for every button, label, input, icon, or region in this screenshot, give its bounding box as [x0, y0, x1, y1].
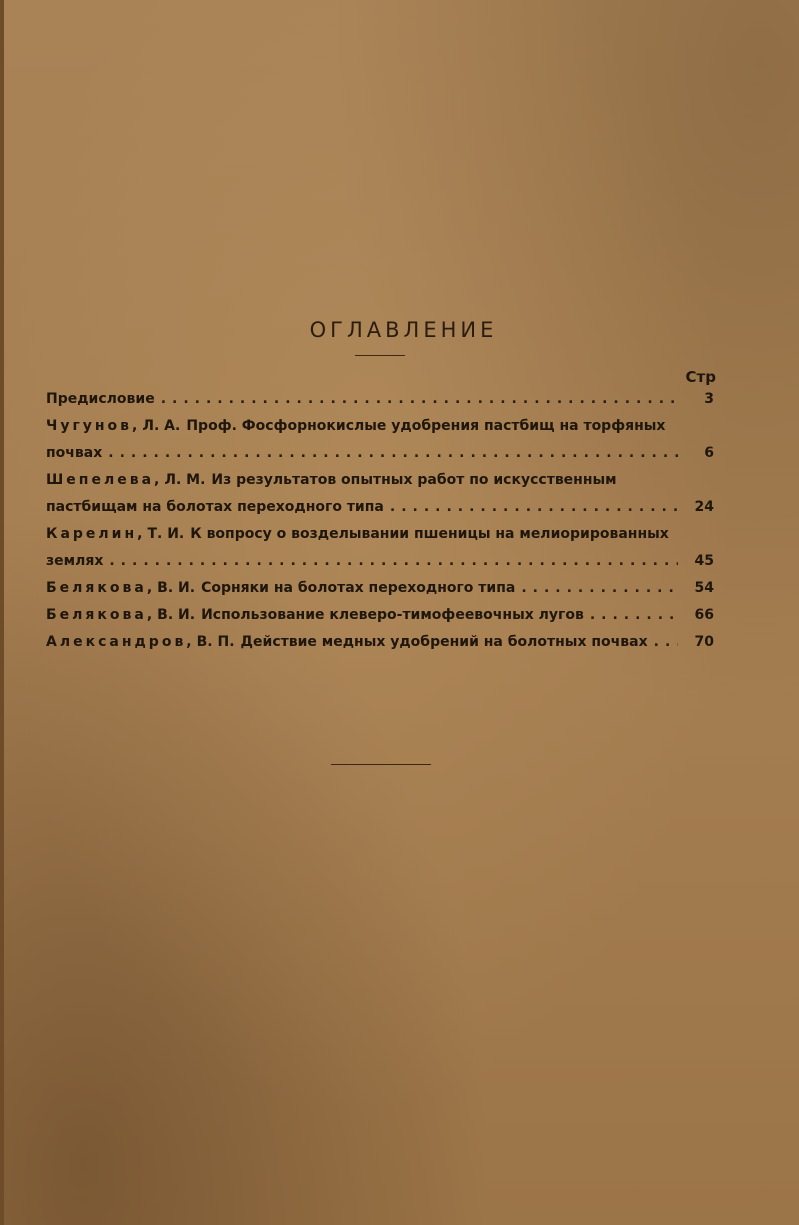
- dot-leader: [109, 548, 678, 575]
- entry-initials: Л. М.: [164, 472, 206, 488]
- toc-line: [46, 413, 714, 440]
- entry-page: 6: [704, 445, 714, 461]
- entry-author: Карелин,: [46, 526, 146, 542]
- dot-leader: [521, 575, 678, 602]
- toc-line: [46, 602, 714, 629]
- dot-leader: [108, 440, 678, 467]
- entry-author: Белякова,: [46, 580, 156, 596]
- entry-author: Чугунов,: [46, 418, 141, 434]
- entry-title-continued: пастбищам на болотах переходного типа: [46, 499, 384, 515]
- entry-title: Сорняки на болотах переходного типа: [201, 580, 516, 596]
- page-title: ОГЛАВЛЕНИЕ: [309, 318, 498, 342]
- toc-line: [46, 467, 714, 494]
- entry-initials: В. И.: [157, 607, 196, 623]
- entry-page: 24: [694, 499, 714, 515]
- entry-author: Белякова,: [46, 607, 156, 623]
- toc-entry: [46, 386, 714, 413]
- toc-line: [46, 440, 714, 467]
- dot-leader: [654, 629, 678, 656]
- entry-title-continued: землях: [46, 553, 104, 569]
- entry-initials: Т. И.: [147, 526, 185, 542]
- entry-author: Шепелева,: [46, 472, 163, 488]
- toc-line: [46, 521, 714, 548]
- entry-title: Использование клеверо-тимофеевочных лугов: [201, 607, 584, 623]
- table-of-contents: [46, 386, 714, 656]
- toc-line: [46, 575, 714, 602]
- toc-entry: [46, 575, 714, 602]
- toc-line: [46, 629, 714, 656]
- entry-page: 66: [694, 607, 714, 623]
- toc-line: [46, 548, 714, 575]
- entry-page: 3: [704, 391, 714, 407]
- entry-title-continued: почвах: [46, 445, 103, 461]
- toc-entry: [46, 413, 714, 467]
- entry-title: Действие медных удобрений на болотных почвах: [240, 634, 648, 650]
- toc-line: [46, 494, 714, 521]
- toc-entry: [46, 467, 714, 521]
- toc-line: [46, 386, 714, 413]
- title-underline: [355, 355, 405, 356]
- closing-rule: [331, 764, 431, 765]
- entry-initials: В. П.: [196, 634, 235, 650]
- entry-author: Александров,: [46, 634, 195, 650]
- entry-title: Из результатов опытных работ по искусственным: [211, 472, 617, 488]
- dot-leader: [390, 494, 678, 521]
- page-column-label: Стр: [685, 368, 716, 386]
- dot-leader: [161, 386, 678, 413]
- entry-title: К вопросу о возделывании пшеницы на мелиорированных: [190, 526, 669, 542]
- entry-title: Проф. Фосфорнокислые удобрения пастбищ на торфяных: [186, 418, 666, 434]
- entry-title: Предисловие: [46, 391, 155, 407]
- entry-page: 70: [694, 634, 714, 650]
- dot-leader: [590, 602, 678, 629]
- toc-entry: [46, 602, 714, 629]
- toc-entry: [46, 521, 714, 575]
- entry-page: 54: [694, 580, 714, 596]
- entry-initials: Л. А.: [142, 418, 181, 434]
- entry-initials: В. И.: [157, 580, 196, 596]
- entry-page: 45: [694, 553, 714, 569]
- toc-entry: [46, 629, 714, 656]
